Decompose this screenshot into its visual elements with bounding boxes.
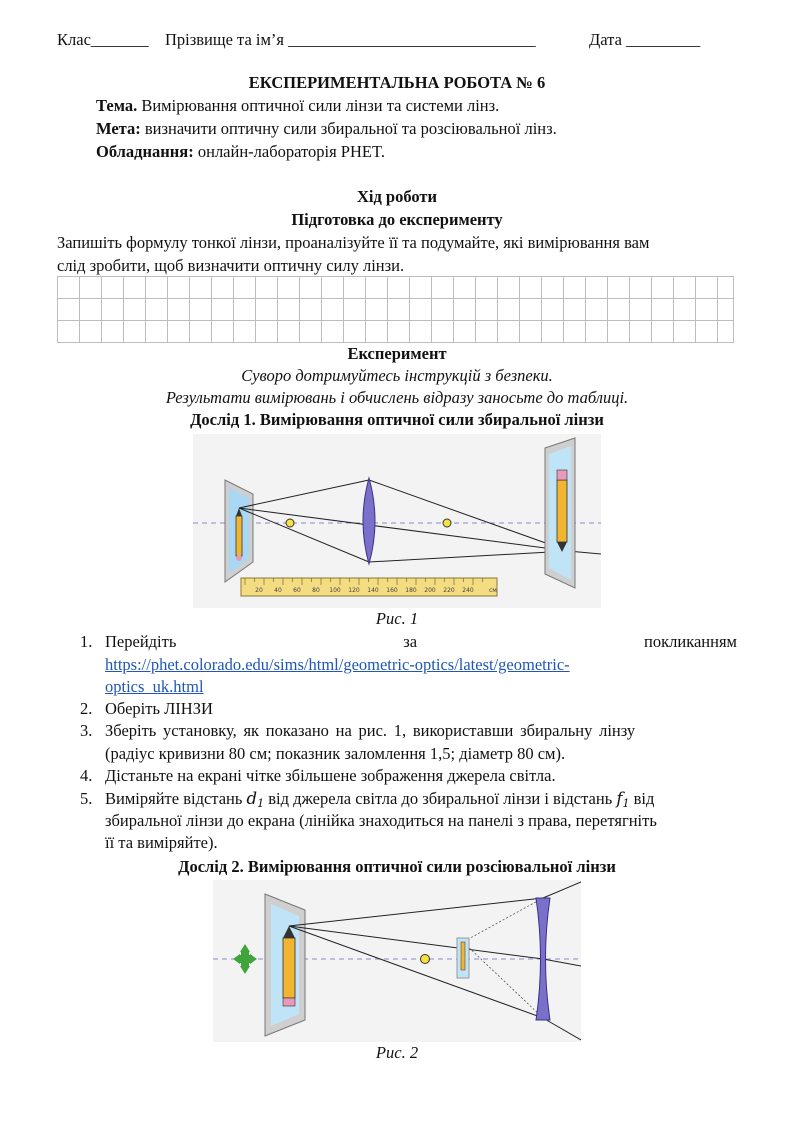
focal-point-icon-2 (421, 955, 430, 964)
step-5-text-c: від (633, 789, 655, 808)
step-5-text-b: від джерела світла до збиральної лінзи і відстань (268, 789, 613, 808)
variable-d: d (246, 789, 258, 808)
variable-d1 (247, 789, 265, 808)
step-1-number: 1. (80, 632, 93, 651)
figure-2-caption: Рис. 2 (375, 1043, 419, 1062)
experiment-heading: Експеримент (347, 344, 447, 363)
ruler-unit: см (489, 587, 497, 594)
figure-1-caption: Рис. 1 (375, 609, 419, 628)
topic-line (96, 96, 499, 116)
step-1-word-b: за (403, 632, 418, 651)
name-field: Прізвище та ім’я ______________________________ (165, 30, 536, 49)
ruler[interactable] (241, 578, 497, 596)
ruler-tick-label: 40 (274, 587, 282, 594)
ruler-tick-label: 200 (424, 587, 436, 594)
date-field: Дата _________ (589, 30, 701, 49)
step-2: Оберіть ЛІНЗИ (105, 699, 213, 718)
procedure-heading: Хід роботи (356, 187, 438, 206)
ruler-tick-label: 80 (312, 587, 320, 594)
equipment-text: онлайн-лабораторія PHET. (197, 142, 385, 161)
light-source-2[interactable] (265, 894, 305, 1036)
ruler-tick-label: 100 (329, 587, 341, 594)
variable-d-index: 1 (257, 797, 265, 810)
safety-note: Суворо дотримуйтесь інструкцій з безпеки. (241, 366, 553, 385)
ruler-tick-label: 240 (462, 587, 474, 594)
variable-f-index: 1 (622, 797, 630, 810)
ruler-tick-label: 140 (367, 587, 379, 594)
focal-point-right-icon (443, 519, 451, 527)
variable-f1 (616, 789, 629, 808)
goal-text: визначити оптичну сили збиральної та розсіювальної лінз. (144, 119, 557, 138)
ruler-tick-label: 20 (255, 587, 263, 594)
pencil-object-icon (236, 516, 242, 556)
virtual-image (457, 938, 469, 978)
equipment-label: Обладнання: (96, 142, 194, 161)
phet-link-line-1[interactable]: https://phet.colorado.edu/sims/html/geometric-optics/latest/geometric- (105, 655, 570, 674)
variable-f: f (616, 789, 623, 808)
pencil-image-icon (557, 480, 567, 542)
ruler-tick-label: 160 (386, 587, 398, 594)
step-1-word-a: Перейдіть (105, 632, 177, 651)
step-3-line-2: (радіус кривизни 80 см; показник заломлення 1,5; діаметр 80 см). (105, 744, 566, 763)
ruler-tick-label: 180 (405, 587, 417, 594)
step-5-line-2: збиральної лінзи до екрана (лінійка знаходиться на панелі з права, перетягніть (105, 811, 657, 830)
trial1-heading: Дослід 1. Вимірювання оптичної сили збиральної лінзи (190, 410, 604, 429)
step-4: Дістаньте на екрані чітке збільшене зображення джерела світла. (105, 766, 556, 785)
step-2-number: 2. (80, 699, 93, 718)
trial2-heading: Дослід 2. Вимірювання оптичної сили розсіювальної лінзи (178, 857, 616, 876)
topic-label: Тема. (96, 96, 138, 115)
ruler-tick-label: 60 (293, 587, 301, 594)
step-5-number: 5. (80, 789, 93, 808)
step-1-word-c: покликанням (644, 632, 737, 651)
step-5-text-a: Виміряйте відстань (105, 789, 243, 808)
pencil-object-icon-2 (283, 938, 295, 998)
class-field: Клас_______ (57, 30, 149, 49)
step-1 (105, 632, 737, 652)
preparation-line-1: Запишіть формулу тонкої лінзи, проаналізуйте її та подумайте, які вимірювання вам (57, 233, 650, 252)
figure-1-converging-lens (193, 434, 601, 608)
focal-point-left-icon (286, 519, 294, 527)
ruler-tick-label: 220 (443, 587, 455, 594)
answer-grid[interactable] (57, 276, 734, 343)
step-5-line-3: її та виміряйте). (105, 833, 218, 852)
goal-label: Мета: (96, 119, 141, 138)
step-3-line-1: Зберіть установку, як показано на рис. 1, використавши збиральну лінзу (105, 721, 636, 740)
step-3-number: 3. (80, 721, 93, 740)
equipment-line (96, 142, 385, 162)
page-title: ЕКСПЕРИМЕНТАЛЬНА РОБОТА № 6 (248, 73, 546, 92)
figure-2-diverging-lens (213, 880, 581, 1042)
topic-text: Вимірювання оптичної сили лінзи та системи лінз. (141, 96, 500, 115)
step-4-number: 4. (80, 766, 93, 785)
ruler-tick-label: 120 (348, 587, 360, 594)
goal-line (96, 119, 557, 139)
preparation-line-2: слід зробити, щоб визначити оптичну силу лінзи. (57, 256, 405, 275)
phet-link-line-2[interactable]: optics_uk.html (105, 677, 204, 696)
preparation-heading: Підготовка до експерименту (291, 210, 503, 229)
step-5-line-1 (105, 789, 654, 810)
projection-screen[interactable] (545, 438, 575, 588)
results-note: Результати вимірювань і обчислень відразу заносьте до таблиці. (165, 388, 629, 407)
